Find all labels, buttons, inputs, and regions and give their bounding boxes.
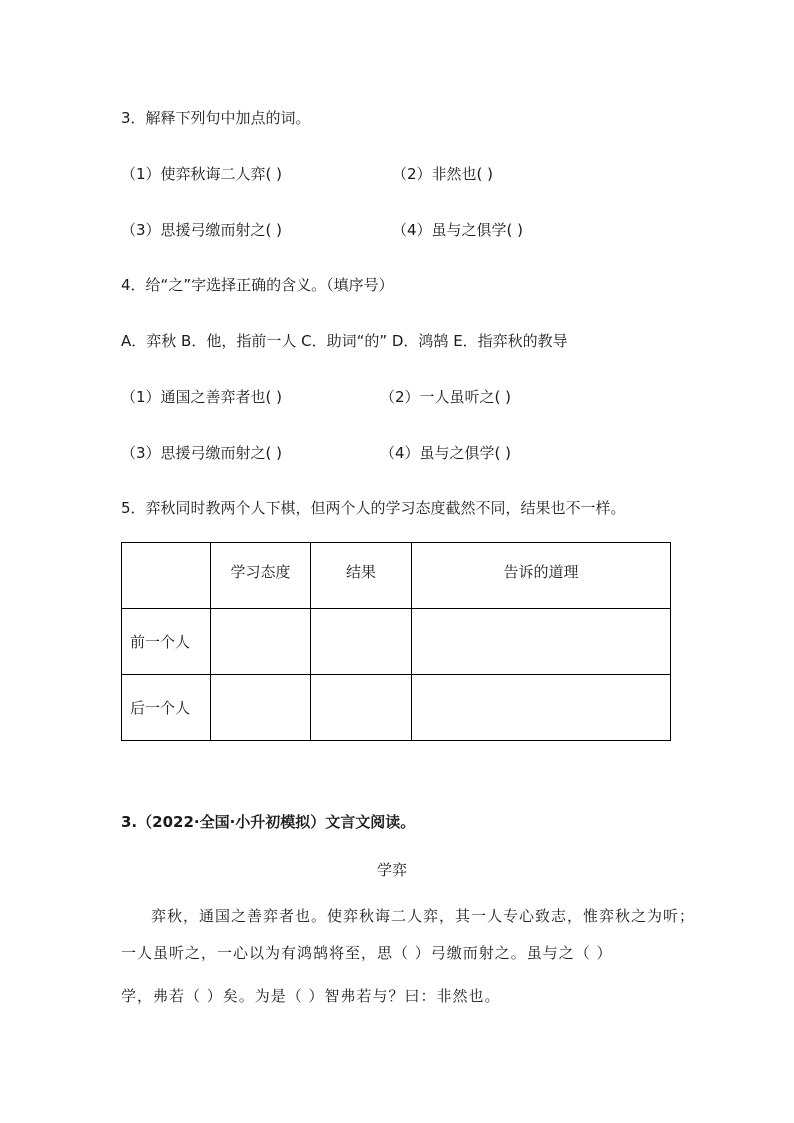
passage-title: 学弈 xyxy=(377,861,408,879)
header-label: 学习态度 xyxy=(230,563,291,581)
passage-line-1: 弈秋，通国之善弈者也。使弈秋诲二人弈，其一人专心致志，惟弈秋之为听； xyxy=(151,907,696,925)
answer-cell[interactable] xyxy=(412,609,671,675)
q4-title: 4．给“之”字选择正确的含义。（填序号） xyxy=(121,276,394,294)
table-header-lesson xyxy=(412,543,671,609)
passage-line-3: 学，弗若（ ）矣。为是（ ）智弗若与？曰：非然也。 xyxy=(121,987,501,1005)
passage-line-2: 一人虽听之，一心以为有鸿鹄将至，思（ ）弓缴而射之。虽与之（ ） xyxy=(121,944,613,962)
row-label: 后一个人 xyxy=(130,699,191,717)
q3-item-1: （1）使弈秋诲二人弈( ) xyxy=(121,165,283,183)
q4-item-4: （4）虽与之俱学( ) xyxy=(380,444,512,462)
answer-cell[interactable] xyxy=(211,609,311,675)
table-header-result xyxy=(311,543,412,609)
answer-cell[interactable] xyxy=(412,675,671,741)
header-label: 告诉的道理 xyxy=(503,563,579,581)
answer-cell[interactable] xyxy=(211,675,311,741)
q4-item-2: （2）一人虽听之( ) xyxy=(380,388,512,406)
table-row xyxy=(122,609,671,675)
table-header-cell-empty xyxy=(122,543,211,609)
answer-table xyxy=(121,542,671,741)
table-header-attitude xyxy=(211,543,311,609)
q4-options: A．弈秋 B．他，指前一人 C．助词“的” D．鸿鹄 E．指弈秋的教导 xyxy=(121,332,568,350)
row-label-second-person xyxy=(122,675,211,741)
q5-title: 5．弈秋同时教两个人下棋，但两个人的学习态度截然不同，结果也不一样。 xyxy=(121,499,626,517)
row-label-first-person xyxy=(122,609,211,675)
q3-item-2: （2）非然也( ) xyxy=(392,165,494,183)
q4-item-3: （3）思援弓缴而射之( ) xyxy=(121,444,283,462)
answer-cell[interactable] xyxy=(311,675,412,741)
q4-item-1: （1）通国之善弈者也( ) xyxy=(121,388,283,406)
q3-title: 3．解释下列句中加点的词。 xyxy=(121,109,311,127)
table-header-row xyxy=(122,543,671,609)
section-title: 3.（2022·全国·小升初模拟）文言文阅读。 xyxy=(121,813,416,831)
answer-cell[interactable] xyxy=(311,609,412,675)
q3-item-4: （4）虽与之俱学( ) xyxy=(392,221,524,239)
table-row xyxy=(122,675,671,741)
q3-item-3: （3）思援弓缴而射之( ) xyxy=(121,221,283,239)
row-label: 前一个人 xyxy=(130,633,191,651)
header-label: 结果 xyxy=(345,563,376,581)
